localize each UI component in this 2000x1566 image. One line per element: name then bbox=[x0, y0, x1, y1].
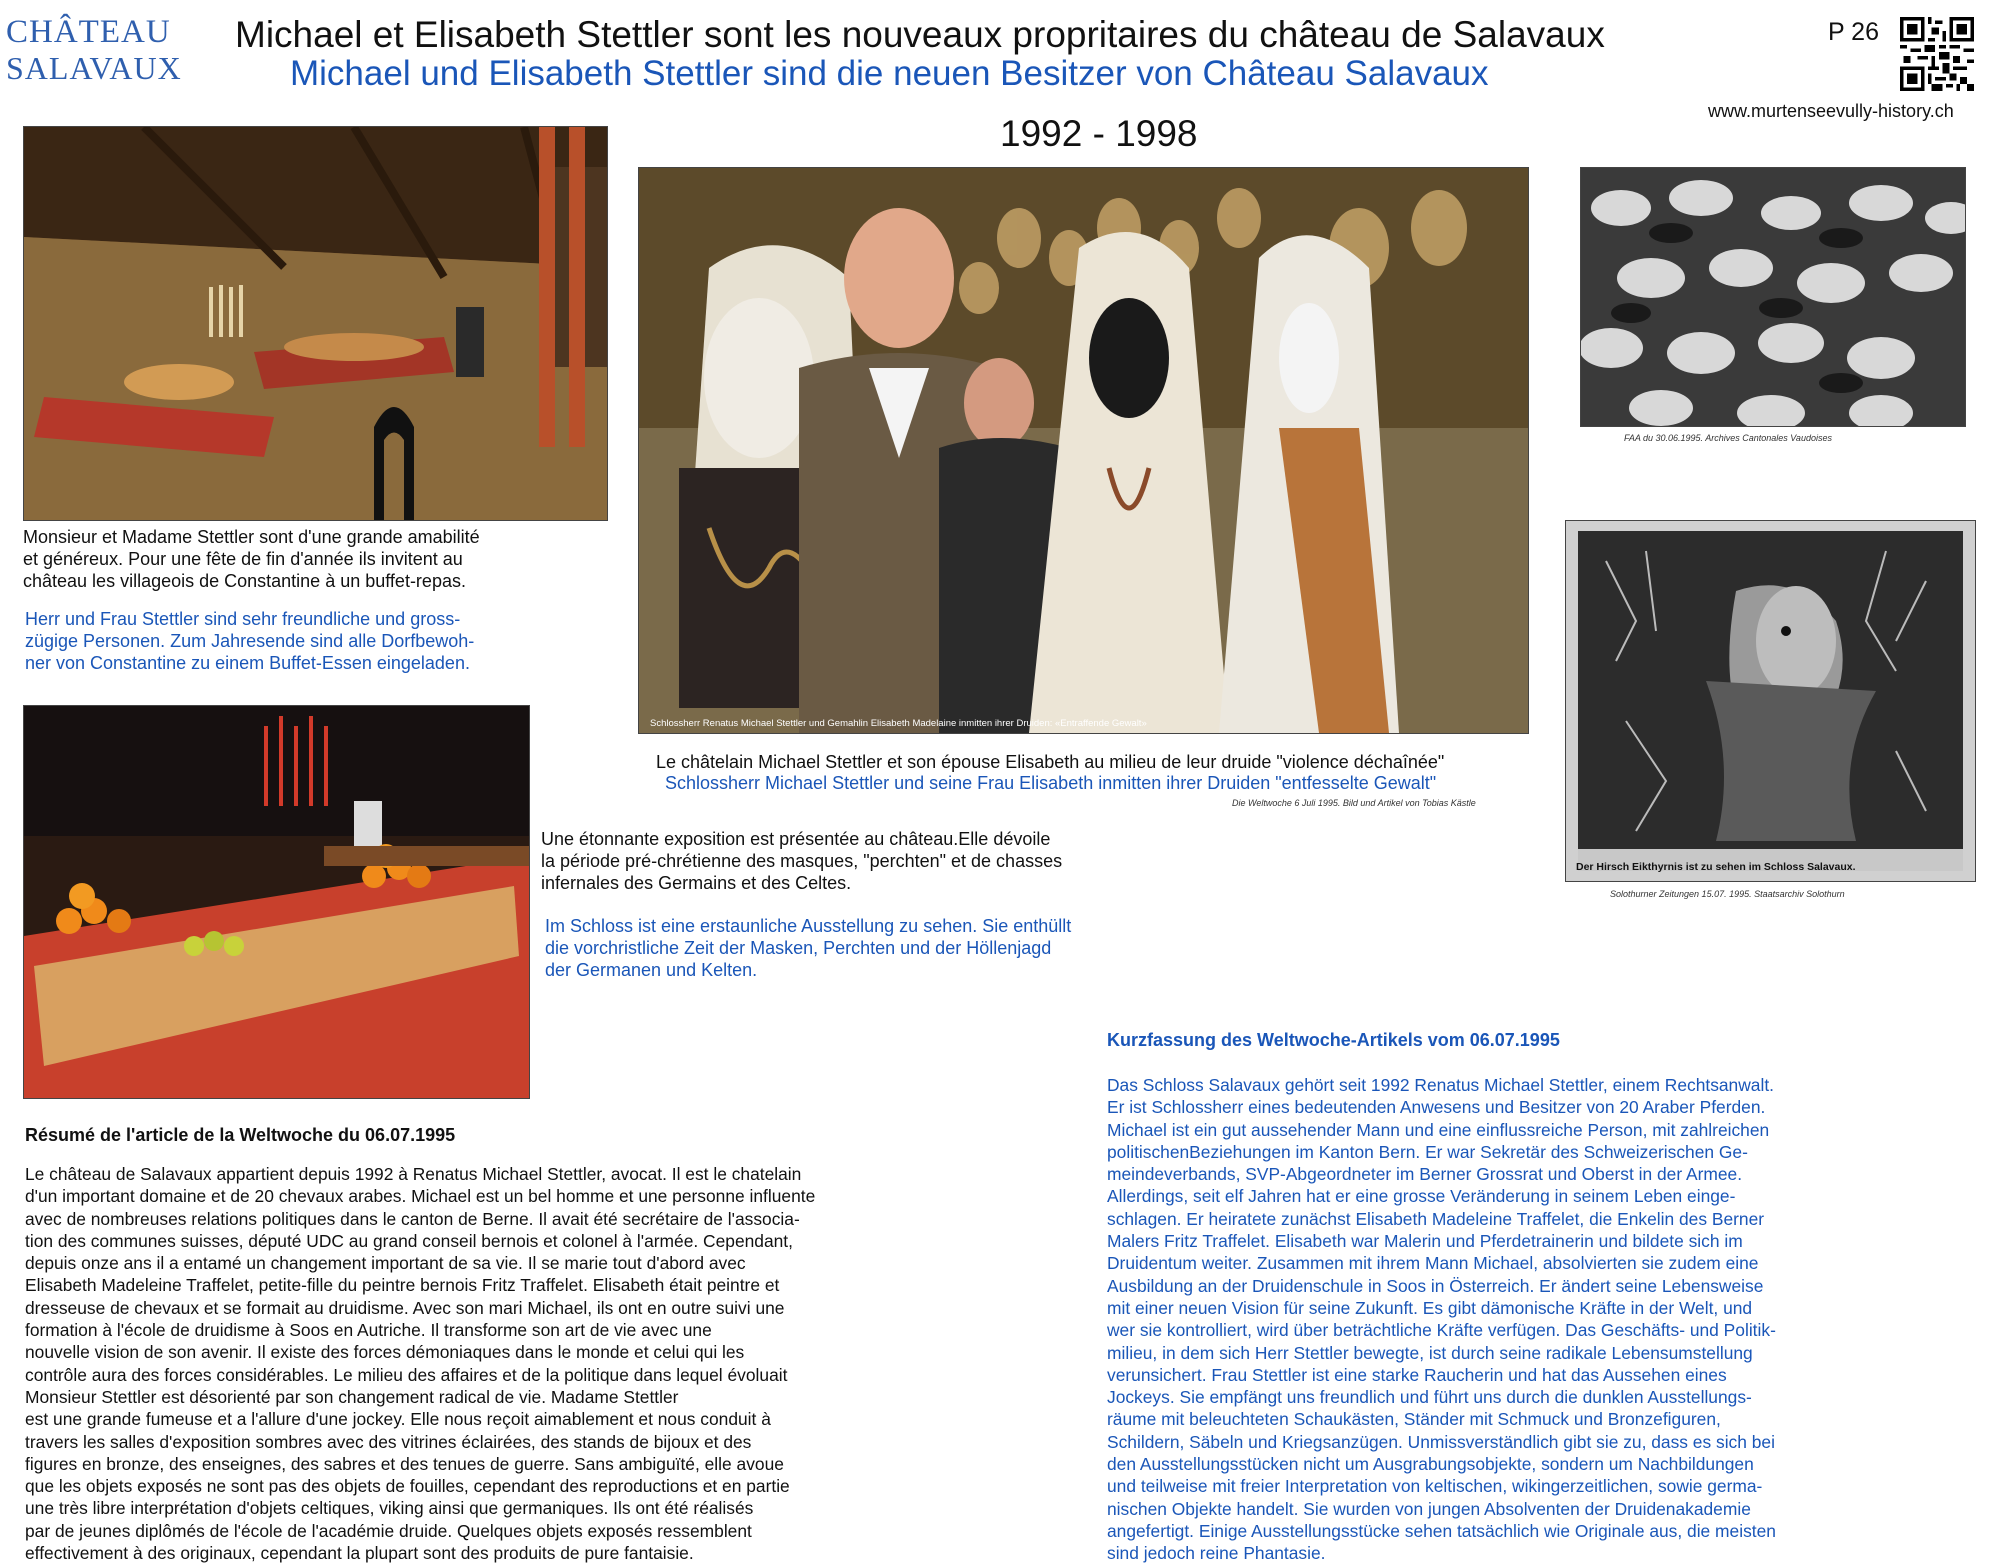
stag-inner-caption: Der Hirsch Eikthyrnis ist zu sehen im Schloss Salavaux. bbox=[1576, 861, 1856, 873]
summary-fr-body: Le château de Salavaux appartient depuis 1992 à Renatus Michael Stettler, avocat. Il est le chatelain d'un important domaine et de 20 chevaux arabes. Michael est un bel homme et une personne influente avec de nombreuses relations politiques dans le canton de Berne. Il avait été secrétaire de l'associa- tion des communes suisses, député UDC au grand conseil bernois et colonel à l'armée. Cependant, depuis onze ans il a entamé un changement important de sa vie. Il se marie tout d'abord avec Elisabeth Madeleine Traffelet, petite-fille du peintre bernois Fritz Traffelet. Elisabeth était peintre et dresseuse de chevaux et se formait au druidisme. Avec son mari Michael, ils ont en outre suivi une formation à l'école de druidisme à Soos en Autriche. Il transforme son art de vie avec une nouvelle vision de son avenir. Il existe des forces démoniaques dans le monde et celui qui les contrôle aura des forces considérables. Le milieu des affaires et de la politique dans lequel évoluait Monsieur Stettler est désorienté par son changement radical de vie. Madame Stettler est une grande fumeuse et a l'allure d'une jockey. Elle nous reçoit aimablement et nous conduit à travers les salles d'exposition sombres avec des vitrines éclairées, des stands de bijoux et des figures en bronze, des enseignes, des sabres et des tenues de guerre. Sans ambiguïté, elle avoue que les objets exposés ne sont pas des objets de fouilles, cependant des reproductions et en partie une très libre interprétation d'objets celtiques, viking ainsi que germaniques. Ils ont été réalisés par de jeunes diplômés de l'école de l'académie druide. Quelques objets exposés ressemblent effectivement à des originaux, cependant la plupart sont des produits de pure fantaisie. bbox=[25, 1164, 816, 1564]
druids-inner-caption: Schlossherr Renatus Michael Stettler und Gemahlin Elisabeth Madelaine inmitten ihrer Druiden: «Entraffende Gewalt» bbox=[650, 718, 1147, 729]
logo-chateau: CHÂTEAU bbox=[6, 14, 171, 50]
years-range: 1992 - 1998 bbox=[1000, 113, 1198, 154]
summary-de-heading: Kurzfassung des Weltwoche-Artikels vom 06.07.1995 bbox=[1107, 1030, 1560, 1050]
photo-druids-main bbox=[638, 167, 1529, 734]
logo-salavaux: SALAVAUX bbox=[6, 50, 182, 86]
photo-masks bbox=[1580, 167, 1966, 427]
page-title-de: Michael und Elisabeth Stettler sind die neuen Besitzer von Château Salavaux bbox=[290, 54, 1489, 93]
masks-source: FAA du 30.06.1995. Archives Cantonales Vaudoises bbox=[1624, 433, 1832, 443]
stag-source: Solothurner Zeitungen 15.07. 1995. Staatsarchiv Solothurn bbox=[1610, 889, 1845, 899]
summary-de-body: Das Schloss Salavaux gehört seit 1992 Renatus Michael Stettler, einem Rechtsanwalt. Er ist Schlossherr eines bedeutenden Anwesens und Besitzer von 20 Araber Pferden. Michael ist ein gut aussehender Mann und eine einflussreiche Person, mit zahlreichen politischenBeziehungen im Kanton Bern. Er war Sekretär des Schweizerischen Ge- meindeverbands, SVP-Abgeordneter im Berner Grossrat und Oberst in der Armee. Allerdings, seit elf Jahren hat er eine grosse Veränderung in seinem Leben einge- schlagen. Er heiratete zunächst Elisabeth Madeleine Traffelet, die Enkelin des Berner Malers Fritz Traffelet. Elisabeth war Malerin und Pferdetrainerin und bildete sich im Druidentum weiter. Zusammen mit ihrem Mann Michael, absolvierten sie zudem eine Ausbildung an der Druidenschule in Soos in Österreich. Er ändert seine Lebensweise mit einer neuen Vision für seine Zukunft. Es gibt dämonische Kräfte in der Welt, und wer sie kontrolliert, wird über beträchtliche Kräfte verfügen. Das Geschäfts- und Politik- milieu, in dem sich Herr Stettler bewegte, ist durch seine radikale Lebensumstellung verunsichert. Frau Stettler ist eine starke Raucherin und hat das Aussehen eines Jockeys. Sie empfängt uns freundlich und führt uns durch die dunklen Ausstellungs- räume mit beleuchteten Schaukästen, Ständer mit Schmuck und Bronzefiguren, Schildern, Säbeln und Kriegsanzügen. Unmissverständlich gibt sie zu, dass es sich bei den Ausstellungsstücken nicht um Ausgrabungsobjekte, sondern um Nachbildungen und teilweise mit freier Interpretation von keltischen, wikingerzeitlichen, sowie germa- nischen Objekte handelt. Sie wurden von jungen Absolventen der Druidenakademie angefertigt. Einige Ausstellungsstücke sehen tatsächlich wie Originale aus, die meisten sind jedoch reine Phantasie. bbox=[1107, 1075, 1776, 1564]
photo-stag bbox=[1565, 520, 1976, 882]
buffet-caption-de: Herr und Frau Stettler sind sehr freundliche und gross- zügige Personen. Zum Jahresende sind alle Dorfbewoh- ner von Constantine zu einem Buffet-Essen eingeladen. bbox=[25, 609, 475, 673]
page-title-fr: Michael et Elisabeth Stettler sont les nouveaux propritaires du château de Salavaux bbox=[235, 14, 1605, 55]
druids-caption-fr: Le châtelain Michael Stettler et son épouse Elisabeth au milieu de leur druide "violence déchaînée" bbox=[656, 752, 1445, 772]
exhibition-text-fr: Une étonnante exposition est présentée au château.Elle dévoile la période pré-chrétienne des masques, "perchten" et de chasses infernales des Germains et des Celtes. bbox=[541, 829, 1063, 893]
photo-buffet-hall bbox=[23, 126, 608, 521]
page-number: P 26 bbox=[1828, 18, 1879, 46]
photo-buffet-table bbox=[23, 705, 530, 1099]
website-link[interactable]: www.murtenseevully-history.ch bbox=[1708, 101, 1954, 121]
qr-code-icon[interactable] bbox=[1900, 17, 1974, 91]
exhibition-text-de: Im Schloss ist eine erstaunliche Ausstellung zu sehen. Sie enthüllt die vorchristliche Zeit der Masken, Perchten und der Höllenjagd der Germanen und Kelten. bbox=[545, 916, 1072, 980]
summary-fr-heading: Résumé de l'article de la Weltwoche du 06.07.1995 bbox=[25, 1125, 456, 1145]
druids-source: Die Weltwoche 6 Juli 1995. Bild und Artikel von Tobias Kästle bbox=[1232, 798, 1476, 808]
druids-caption-de: Schlossherr Michael Stettler und seine Frau Elisabeth inmitten ihrer Druiden "entfesselte Gewalt" bbox=[665, 773, 1437, 793]
buffet-caption-fr: Monsieur et Madame Stettler sont d'une grande amabilité et généreux. Pour une fête de fin d'année ils invitent au château les villageois de Constantine à un buffet-repas. bbox=[23, 527, 480, 591]
